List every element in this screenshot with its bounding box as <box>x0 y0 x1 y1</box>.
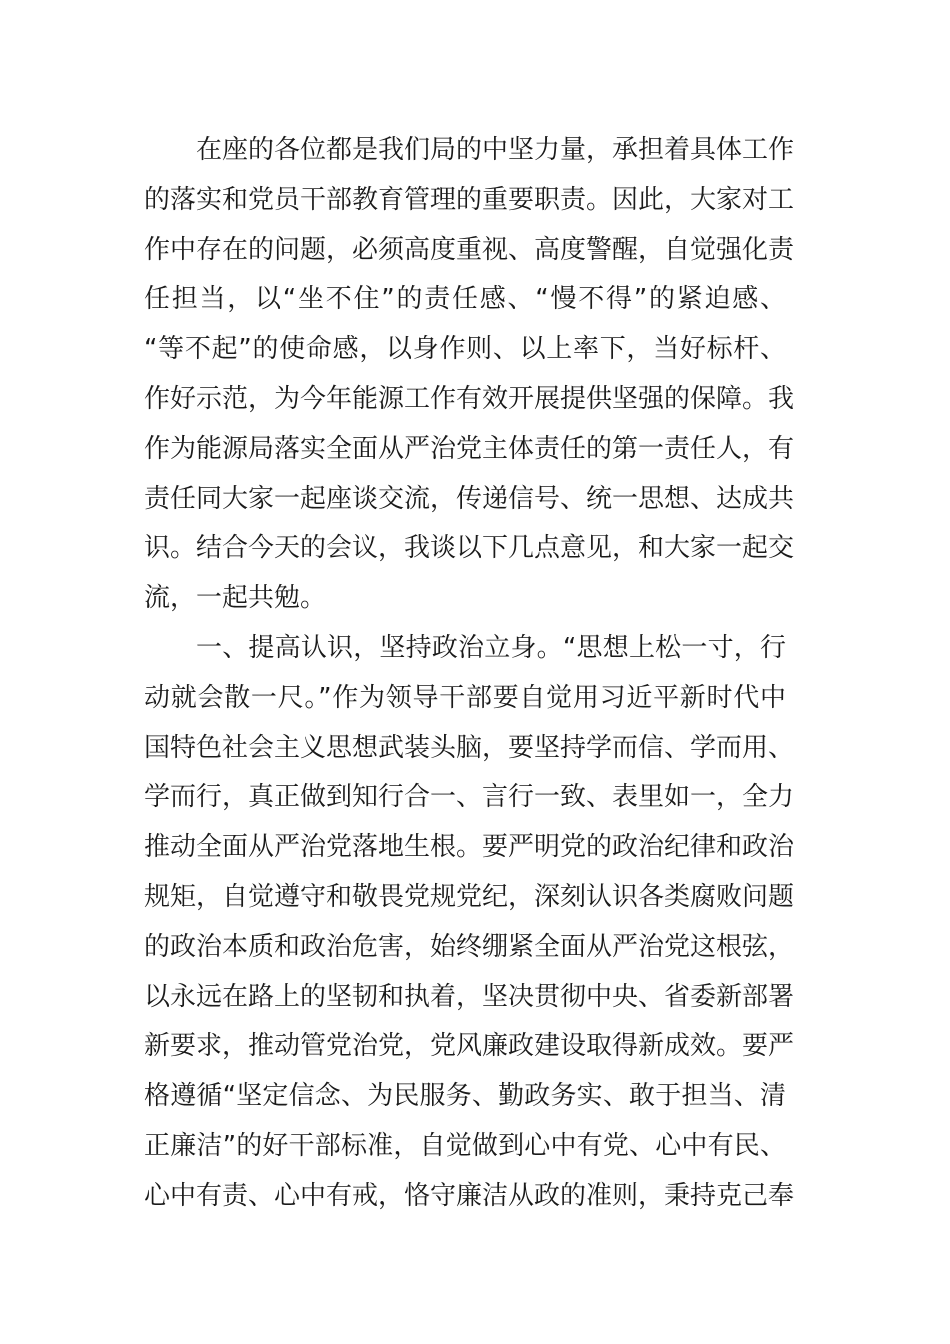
paragraph-1 <box>144 126 795 624</box>
paragraph-line: 的政治本质和政治危害，始终绷紧全面从严治党这根弦， <box>144 931 795 962</box>
paragraph-line: 新要求，推动管党治党，党风廉政建设取得新成效。要严 <box>144 1031 795 1062</box>
paragraph-line: 流，一起共勉。 <box>144 583 327 614</box>
paragraph-line: 在座的各位都是我们局的中坚力量，承担着具体工作 <box>196 135 795 165</box>
document-body <box>144 126 795 1222</box>
paragraph-2 <box>144 624 795 1222</box>
paragraph-line: 心中有责、心中有戒，恪守廉洁从政的准则，秉持克己奉 <box>144 1180 795 1211</box>
paragraph-line: 规矩，自觉遵守和敬畏党规党纪，深刻认识各类腐败问题 <box>144 881 795 912</box>
paragraph-line: 正廉洁”的好干部标准，自觉做到心中有党、心中有民、 <box>144 1130 786 1161</box>
paragraph-line: 作好示范，为今年能源工作有效开展提供坚强的保障。我 <box>144 383 795 414</box>
paragraph-line: 以永远在路上的坚韧和执着，坚决贯彻中央、省委新部署 <box>144 981 795 1012</box>
paragraph-line: 动就会散一尺。”作为领导干部要自觉用习近平新时代中 <box>144 682 786 713</box>
paragraph-line: 作中存在的问题，必须高度重视、高度警醒，自觉强化责 <box>144 234 795 265</box>
paragraph-line: 推动全面从严治党落地生根。要严明党的政治纪律和政治 <box>144 832 795 863</box>
paragraph-line: 学而行，真正做到知行合一、言行一致、表里如一，全力 <box>144 782 795 813</box>
paragraph-line: 作为能源局落实全面从严治党主体责任的第一责任人，有 <box>144 433 795 464</box>
paragraph-line: 国特色社会主义思想武装头脑，要坚持学而信、学而用、 <box>144 732 795 763</box>
paragraph-line: 任担当，以“坐不住”的责任感、“慢不得”的紧迫感、 <box>144 284 786 315</box>
paragraph-line: 格遵循“坚定信念、为民服务、勤政务实、敢于担当、清 <box>144 1081 786 1112</box>
paragraph-line: 的落实和党员干部教育管理的重要职责。因此，大家对工 <box>144 184 795 215</box>
paragraph-line: 一、提高认识，坚持政治立身。“思想上松一寸，行 <box>196 632 786 663</box>
paragraph-line: “等不起”的使命感，以身作则、以上率下，当好标杆、 <box>144 334 786 365</box>
paragraph-line: 识。结合今天的会议，我谈以下几点意见，和大家一起交 <box>144 533 795 564</box>
paragraph-line: 责任同大家一起座谈交流，传递信号、统一思想、达成共 <box>144 483 795 514</box>
